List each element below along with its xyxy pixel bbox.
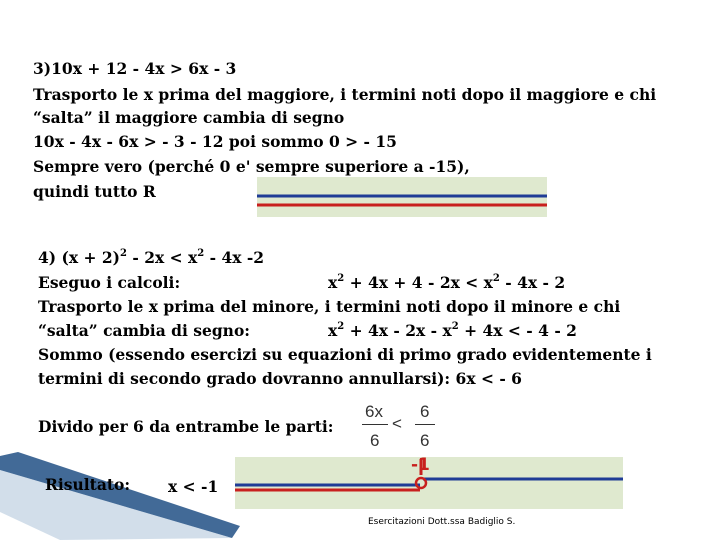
exercise-3-conclusion: quindi tutto R [33,182,156,201]
exercise-4-step-2: Trasporto le x prima del minore, i termini noti dopo il minore e chi [38,297,621,316]
left-numerator: 6x [365,402,383,421]
right-fraction-bar [415,424,435,425]
divide-instruction: Divido per 6 da entrambe le parti: [38,417,334,436]
exercise-4-step-5: termini di secondo grado dovranno annullarsi): 6x < - 6 [38,369,522,388]
eq-part: - 4x -2 [204,248,265,267]
result-value: x < -1 [168,477,219,496]
open-point-marker [416,478,426,488]
right-denominator: 6 [420,431,430,450]
exponent: 2 [337,273,345,284]
exponent: 2 [120,248,127,259]
exercise-4-step-3-expr [328,320,577,342]
result-label: Risultato: [45,475,131,494]
eq-part: 4) (x + 2) [38,248,120,267]
eq-part: + 4x - 2x - x [344,321,452,340]
left-fraction-bar [362,424,388,425]
eq-part: - 2x < x [126,248,198,267]
exercise-3-step-1: Trasporto le x prima del maggiore, i termini noti dopo il maggiore e chi [33,85,657,104]
footer-credit: Esercitazioni Dott.ssa Badiglio S. [368,517,516,527]
exercise-4-step-4: Sommo (essendo esercizi su equazioni di primo grado evidentemente i [38,345,652,364]
eq-part: + 4x + 4 - 2x < x [344,273,493,292]
exercise-4-step-1-expr [328,272,565,294]
number-line-all-reals-svg [257,177,547,217]
eq-part: x [328,273,338,292]
eq-part: - 4x - 2 [499,273,566,292]
less-than-sign: < [392,414,402,433]
eq-part: + 4x < - 4 - 2 [458,321,577,340]
number-line-result [235,457,623,509]
exponent: 2 [492,273,500,284]
exercise-4-step-3-label: “salta” cambia di segno: [38,321,251,340]
exponent: 2 [337,321,345,332]
right-numerator: 6 [420,402,430,421]
left-denominator: 6 [370,431,380,450]
marker-label: -1 [411,455,430,475]
exercise-3-step-3: 10x - 4x - 6x > - 3 - 12 poi sommo 0 > - 15 [33,132,397,151]
exercise-3-step-4: Sempre vero (perché 0 e' sempre superiore a -15), [33,157,470,176]
exercise-3-equation: 3)10x + 12 - 4x > 6x - 3 [33,59,237,78]
exercise-4-equation [38,247,264,269]
exercise-4-step-1-label: Eseguo i calcoli: [38,273,181,292]
exponent: 2 [451,321,459,332]
number-line-all-reals [257,177,547,217]
eq-part: x [328,321,338,340]
exponent: 2 [197,248,205,259]
exercise-3-step-2: “salta” il maggiore cambia di segno [33,108,345,127]
